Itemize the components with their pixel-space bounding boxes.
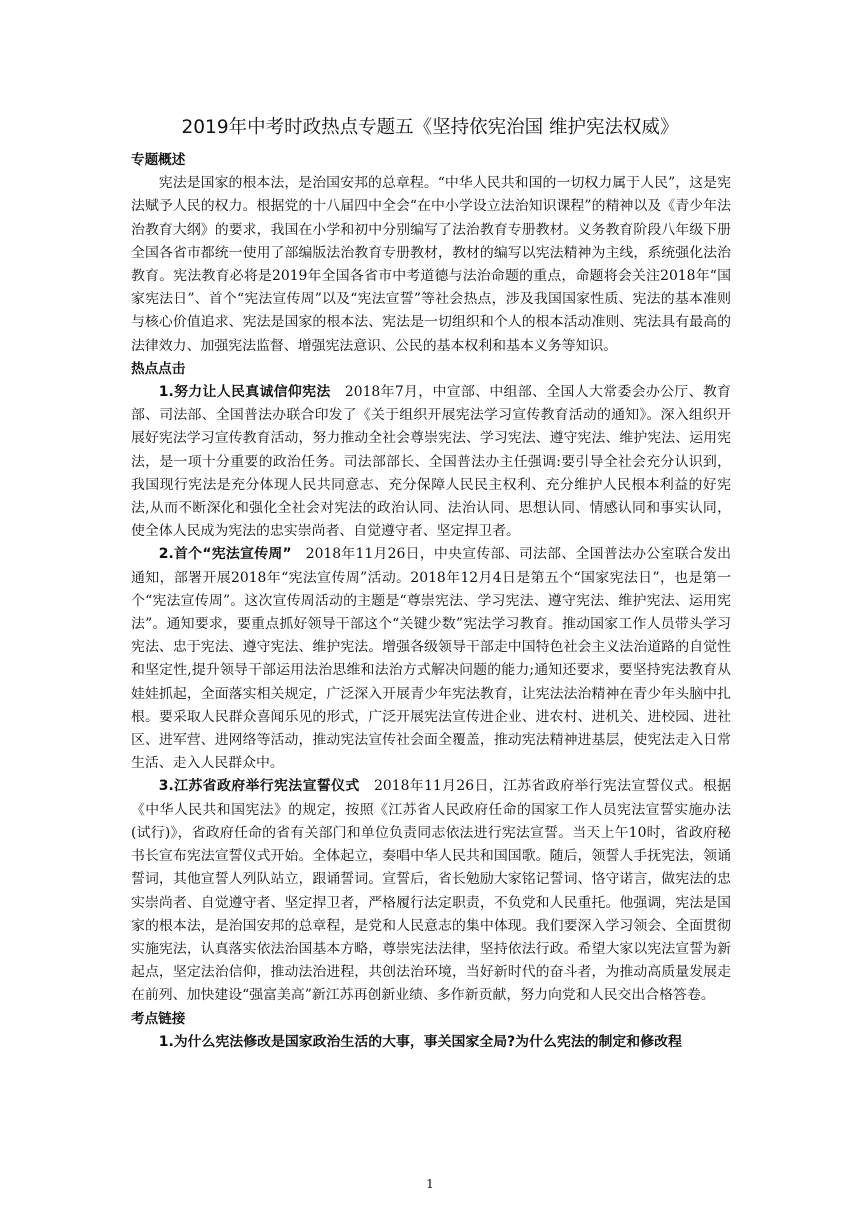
link-item-title: 1.为什么宪法修改是国家政治生活的大事，事关国家全局?为什么宪法的制定和修改程	[158, 1033, 682, 1050]
document-body	[131, 149, 731, 1054]
hotspot-item-3	[131, 775, 731, 1007]
link-item-1	[131, 1031, 731, 1054]
page-number: 1	[426, 1177, 434, 1191]
hotspot-item-text: 2018年11月26日，中央宣传部、司法部、全国普法办公室联合发出通知，部署开展2018年“宪法宣传周”活动。2018年12月4日是第五个“国家宪法日”，也是第一个“宪法宣传周”。这次宣传周活动的主题是“尊崇宪法、学习宪法、遵守宪法、维护宪法、运用宪法”。通知要求，要重点抓好领导干部这个“关键少数”宪法学习教育。推动国家工作人员带头学习宪法、忠于宪法、遵守宪法、维护宪法。增强各级领导干部走中国特色社会主义法治道路的自觉性和坚定性,提升领导干部运用法治思维和法治方式解决问题的能力;通知还要求，要坚持宪法教育从娃娃抓起，全面落实相关规定，广泛深入开展青少年宪法教育，让宪法法治精神在青少年头脑中扎根。要采取人民群众喜闻乐见的形式，广泛开展宪法宣传进企业、进农村、进机关、进校园、进社区、进军营、进网络等活动，推动宪法宣传社会面全覆盖，推动宪法精神进基层，使宪法走入日常生活、走入人民群众中。	[131, 546, 731, 772]
section-heading-links: 考点链接	[131, 1010, 186, 1027]
hotspot-item-1	[131, 381, 731, 543]
overview-paragraph: 宪法是国家的根本法，是治国安邦的总章程。“中华人民共和国的一切权力属于人民”，这是宪法赋予人民的权力。根据党的十八届四中全会“在中小学设立法治知识课程”的精神以及《青少年法治教育大纲》的要求，我国在小学和初中分别编写了法治教育专册教材。义务教育阶段八年级下册全国各省市都统一使用了部编版法治教育专册教材，教材的编写以宪法精神为主线，系统强化法治教育。宪法教育必将是2019年全国各省市中考道德与法治命题的重点，命题将会关注2018年“国家宪法日”、首个“宪法宣传周”以及“宪法宣誓”等社会热点，涉及我国国家性质、宪法的基本准则与核心价值追求、宪法是国家的根本法、宪法是一切组织和个人的根本活动准则、宪法具有最高的法律效力、加强宪法监督、增强宪法意识、公民的基本权利和基本义务等知识。	[131, 175, 731, 354]
section-heading-overview: 专题概述	[131, 152, 186, 168]
document-title: 2019年中考时政热点专题五《坚持依宪治国 维护宪法权威》	[181, 117, 679, 138]
hotspot-item-title: 3.江苏省政府举行宪法宣誓仪式	[158, 778, 360, 795]
hotspot-item-text: 2018年7月，中宣部、中组部、全国人大常委会办公厅、教育部、司法部、全国普法办联合印发了《关于组织开展宪法学习宣传教育活动的通知》。深入组织开展好宪法学习宣传教育活动，努力推动全社会尊崇宪法、学习宪法、遵守宪法、维护宪法、运用宪法，是一项十分重要的政治任务。司法部部长、全国普法办主任强调:要引导全社会充分认识到，我国现行宪法是充分体现人民共同意志、充分保障人民民主权利、充分维护人民根本利益的好宪法,从而不断深化和强化全社会对宪法的政治认同、法治认同、思想认同、情感认同和事实认同，使全体人民成为宪法的忠实崇尚者、自觉遵守者、坚定捍卫者。	[131, 384, 731, 540]
hotspot-item-title: 2.首个“宪法宣传周”	[158, 546, 292, 563]
hotspot-item-text: 2018年11月26日，江苏省政府举行宪法宣誓仪式。根据《中华人民共和国宪法》的规定，按照《江苏省人民政府任命的国家工作人员宪法宣誓实施办法(试行)》，省政府任命的省有关部门和单位负责同志依法进行宪法宣誓。当天上午10时，省政府秘书长宣布宪法宣誓仪式开始。全体起立，奏唱中华人民共和国国歌。随后，领誓人手抚宪法，领诵誓词，其他宣誓人列队站立，跟诵誓词。宣誓后，省长勉励大家铭记誓词、恪守诺言，做宪法的忠实崇尚者、自觉遵守者、坚定捍卫者，严格履行法定职责，不负党和人民重托。他强调，宪法是国家的根本法，是治国安邦的总章程，是党和人民意志的集中体现。我们要深入学习领会、全面贯彻实施宪法，认真落实依法治国基本方略，尊崇宪法法律，坚持依法行政。希望大家以宪法宣誓为新起点，坚定法治信仰，推动法治进程，共创法治环境，当好新时代的奋斗者，为推动高质量发展走在前列、加快建设“强富美高”新江苏再创新业绩、多作新贡献，努力向党和人民交出合格答卷。	[131, 778, 731, 1004]
section-heading-hotspots: 热点点击	[131, 360, 186, 377]
hotspot-item-2	[131, 543, 731, 775]
hotspot-item-title: 1.努力让人民真诚信仰宪法	[158, 384, 331, 401]
